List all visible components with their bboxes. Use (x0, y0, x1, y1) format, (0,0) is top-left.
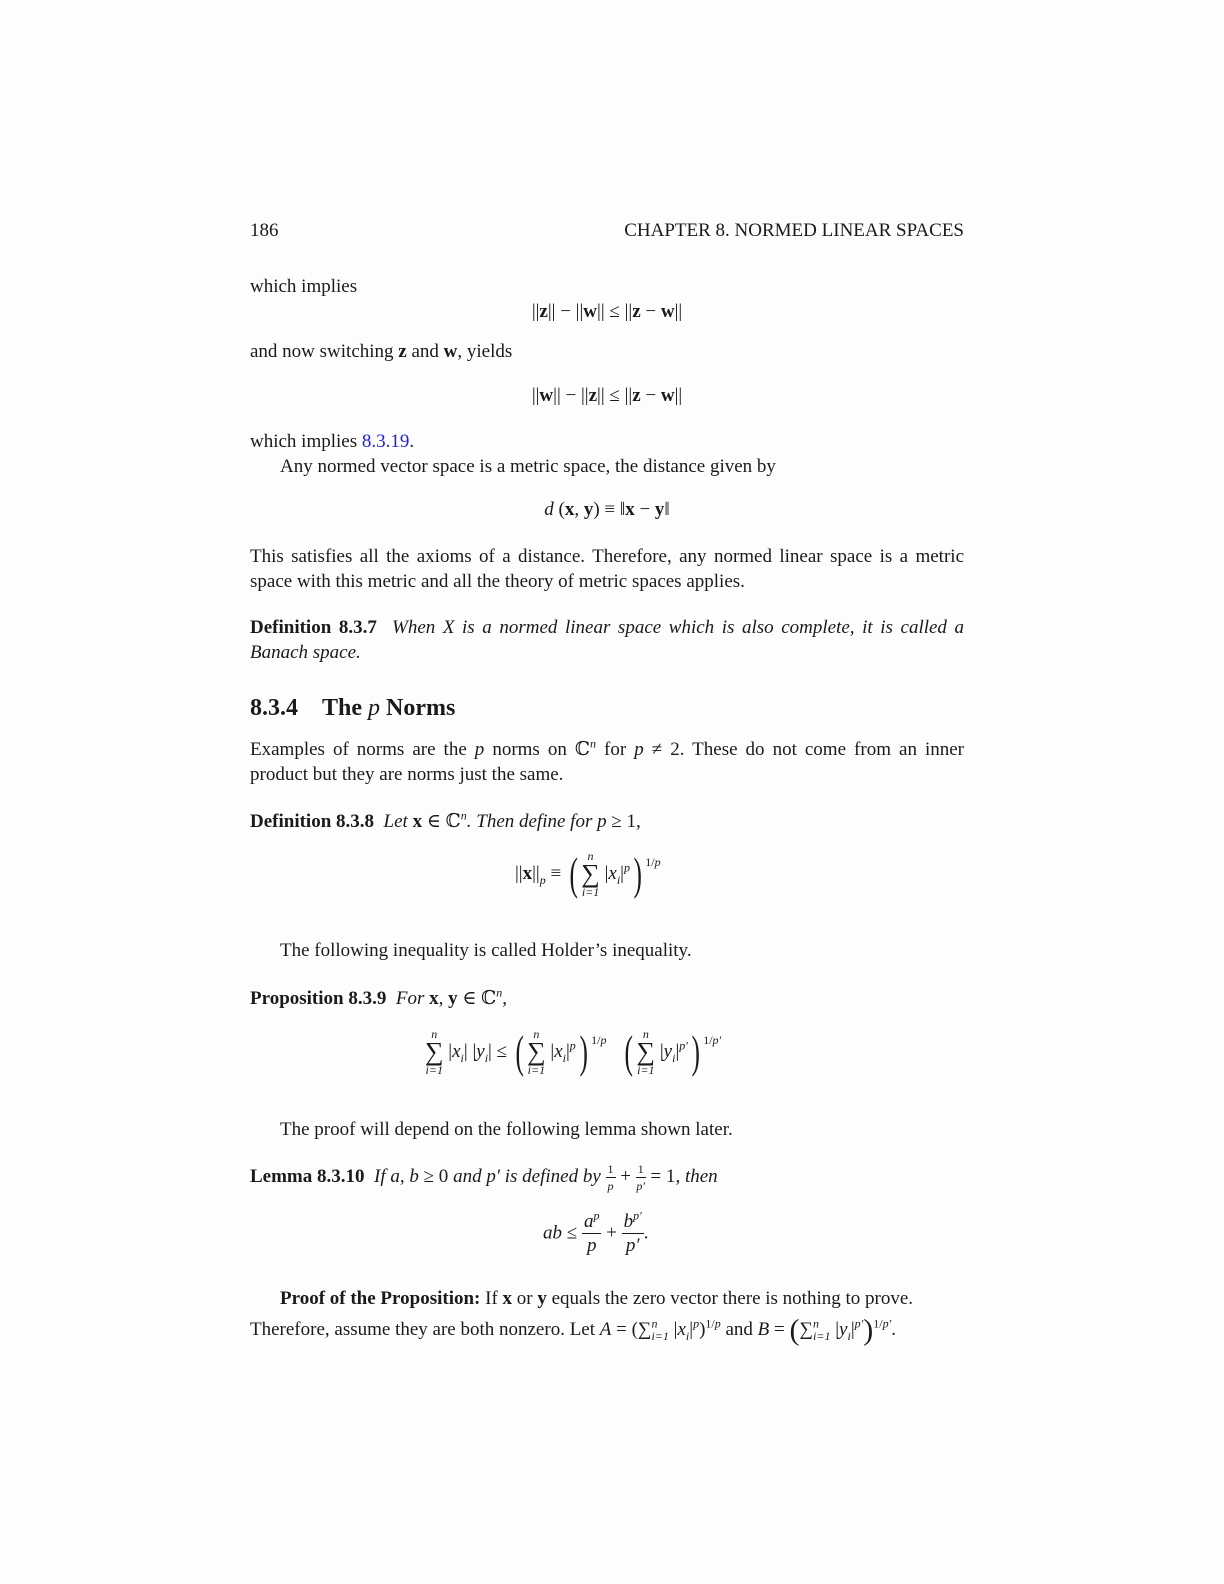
paragraph-p-norms: Examples of norms are the p norms on ℂ$^n$ for p ≠ 2. These do not come from an inner product but they are norms just the same. (250, 736, 965, 785)
definition-label: Definition 8.3.8 (250, 811, 375, 832)
proposition-label: Proposition 8.3.9 (250, 988, 387, 1009)
paragraph-proof-depends: The proof will depend on the following lemma shown later. (280, 1119, 733, 1140)
proof-line-1: Proof of the Proposition: If x or y equals the zero vector there is nothing to prove. (280, 1288, 914, 1309)
paragraph-metric-space: Any normed vector space is a metric space, the distance given by (280, 456, 776, 477)
definition-label: Definition 8.3.7 (250, 617, 377, 638)
lemma-8-3-10: Lemma 8.3.10 If a, b ≥ 0 and p′ is defined by $\frac{1}{p}$ + $\frac{1}{p'}$ = 1, then (250, 1162, 718, 1193)
proof-line-2: Therefore, assume they are both nonzero. Let A = (∑$^n_{i=1}$ $|x_i|^p)^{1/p}$ and B = (∑$^n_{i=1}$ $|y_i|^{p'})^{1/p'}$. (250, 1313, 896, 1347)
paragraph-which-implies: which implies (250, 276, 358, 297)
equation-reverse-triangle-2: ||w|| − ||z|| ≤ ||z − w|| (531, 385, 683, 406)
equation-distance: d (x, y) ≡ ‖x − y‖ (544, 499, 670, 520)
proposition-8-3-9: Proposition 8.3.9 For x, y ∈ ℂ$^n$, (250, 985, 508, 1009)
proof-label: Proof of the Proposition: (280, 1288, 481, 1309)
equation-reference-link[interactable]: 8.3.19 (361, 431, 410, 452)
definition-8-3-7: Definition 8.3.7 When X is a normed linear space which is also complete, it is called a Banach space. (250, 617, 965, 663)
equation-reverse-triangle-1: ||z|| − ||w|| ≤ ||z − w|| (531, 301, 683, 322)
paragraph-holder: The following inequality is called Holder’s inequality. (280, 940, 692, 961)
paragraph-switching: and now switching z and w, yields (250, 341, 513, 362)
definition-8-3-8: Definition 8.3.8 Let x ∈ ℂ$^n$. Then define for p ≥ 1, (250, 808, 641, 832)
equation-young-inequality: ab ≤ $\frac{a^p}{p}$ + $\frac{b^{p'}}{p'}$ . (543, 1208, 649, 1256)
paragraph-which-implies-ref: which implies 8.3.19. (250, 431, 415, 452)
lemma-label: Lemma 8.3.10 (250, 1165, 365, 1187)
equation-p-norm: $||x||_p$ ≡ ( n ∑ i=1 $|x_i|^p$) $^{1/p}$ (515, 848, 661, 899)
section-heading: 8.3.4 The p Norms (250, 695, 456, 721)
page-number: 186 (250, 220, 279, 241)
running-header: CHAPTER 8. NORMED LINEAR SPACES (624, 220, 964, 241)
equation-holder-inequality: n ∑ i=1 $|x_i|$ $|y_i|$ ≤ ( n ∑ i=1 $|x_i|^p$) $^{1/p}$ ( n ∑ i=1 $|y_i|^{p'}$) $^{1/p'}$ (425, 1026, 722, 1077)
paragraph-axioms: This satisfies all the axioms of a distance. Therefore, any normed linear space is a metric space with this metric and all the theory of metric spaces applies. (250, 546, 964, 592)
